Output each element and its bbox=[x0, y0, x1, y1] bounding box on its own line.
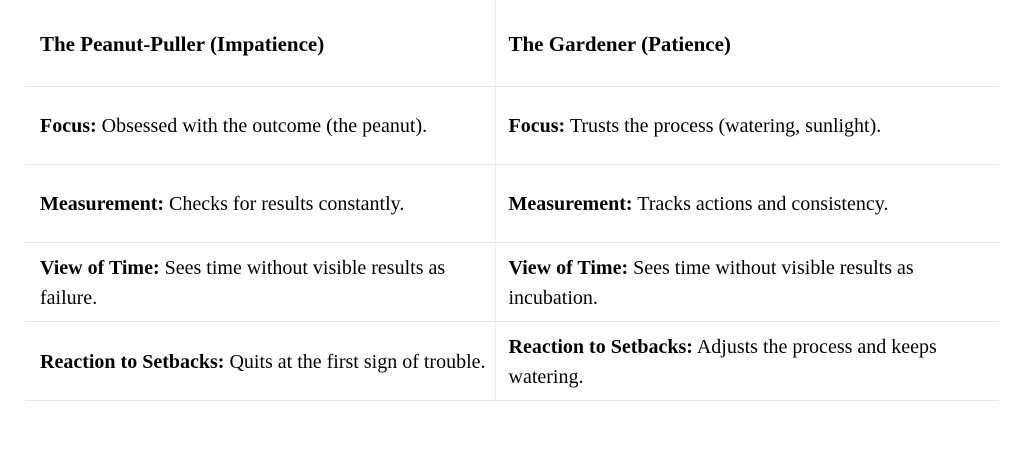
table-cell bbox=[495, 242, 999, 321]
cell-label: Measurement: bbox=[40, 193, 165, 215]
table-cell bbox=[25, 321, 495, 400]
table-cell bbox=[495, 164, 999, 242]
table-cell bbox=[495, 321, 999, 400]
cell-label: Reaction to Setbacks: bbox=[40, 350, 225, 373]
comparison-table bbox=[25, 0, 999, 401]
table-row-measurement bbox=[25, 164, 999, 242]
cell-label: Focus: bbox=[508, 115, 566, 137]
table-cell bbox=[25, 242, 495, 321]
table-cell bbox=[25, 86, 495, 164]
cell-label: View of Time: bbox=[40, 256, 160, 279]
header-row bbox=[25, 0, 999, 86]
cell-label: Measurement: bbox=[508, 193, 633, 215]
cell-text: Tracks actions and consistency. bbox=[637, 193, 889, 215]
cell-text: Quits at the first sign of trouble. bbox=[229, 350, 486, 373]
table-cell bbox=[25, 164, 495, 242]
column-header-patience: The Gardener (Patience) bbox=[495, 0, 999, 86]
table-row-view-of-time bbox=[25, 242, 999, 321]
cell-label: Focus: bbox=[40, 115, 97, 137]
cell-text: Obsessed with the outcome (the peanut). bbox=[101, 115, 428, 137]
table-row-reaction-to-setbacks bbox=[25, 321, 999, 400]
table-cell bbox=[495, 86, 999, 164]
cell-text: Adjusts the process and keeps watering. bbox=[508, 335, 937, 388]
table-row-focus bbox=[25, 86, 999, 164]
cell-text: Sees time without visible results as failure. bbox=[40, 256, 446, 309]
cell-text: Trusts the process (watering, sunlight). bbox=[569, 115, 882, 137]
cell-label: View of Time: bbox=[508, 256, 629, 279]
cell-text: Sees time without visible results as incubation. bbox=[508, 256, 914, 309]
cell-text: Checks for results constantly. bbox=[169, 193, 405, 215]
column-header-impatience: The Peanut-Puller (Impatience) bbox=[25, 0, 495, 86]
cell-label: Reaction to Setbacks: bbox=[508, 335, 693, 358]
